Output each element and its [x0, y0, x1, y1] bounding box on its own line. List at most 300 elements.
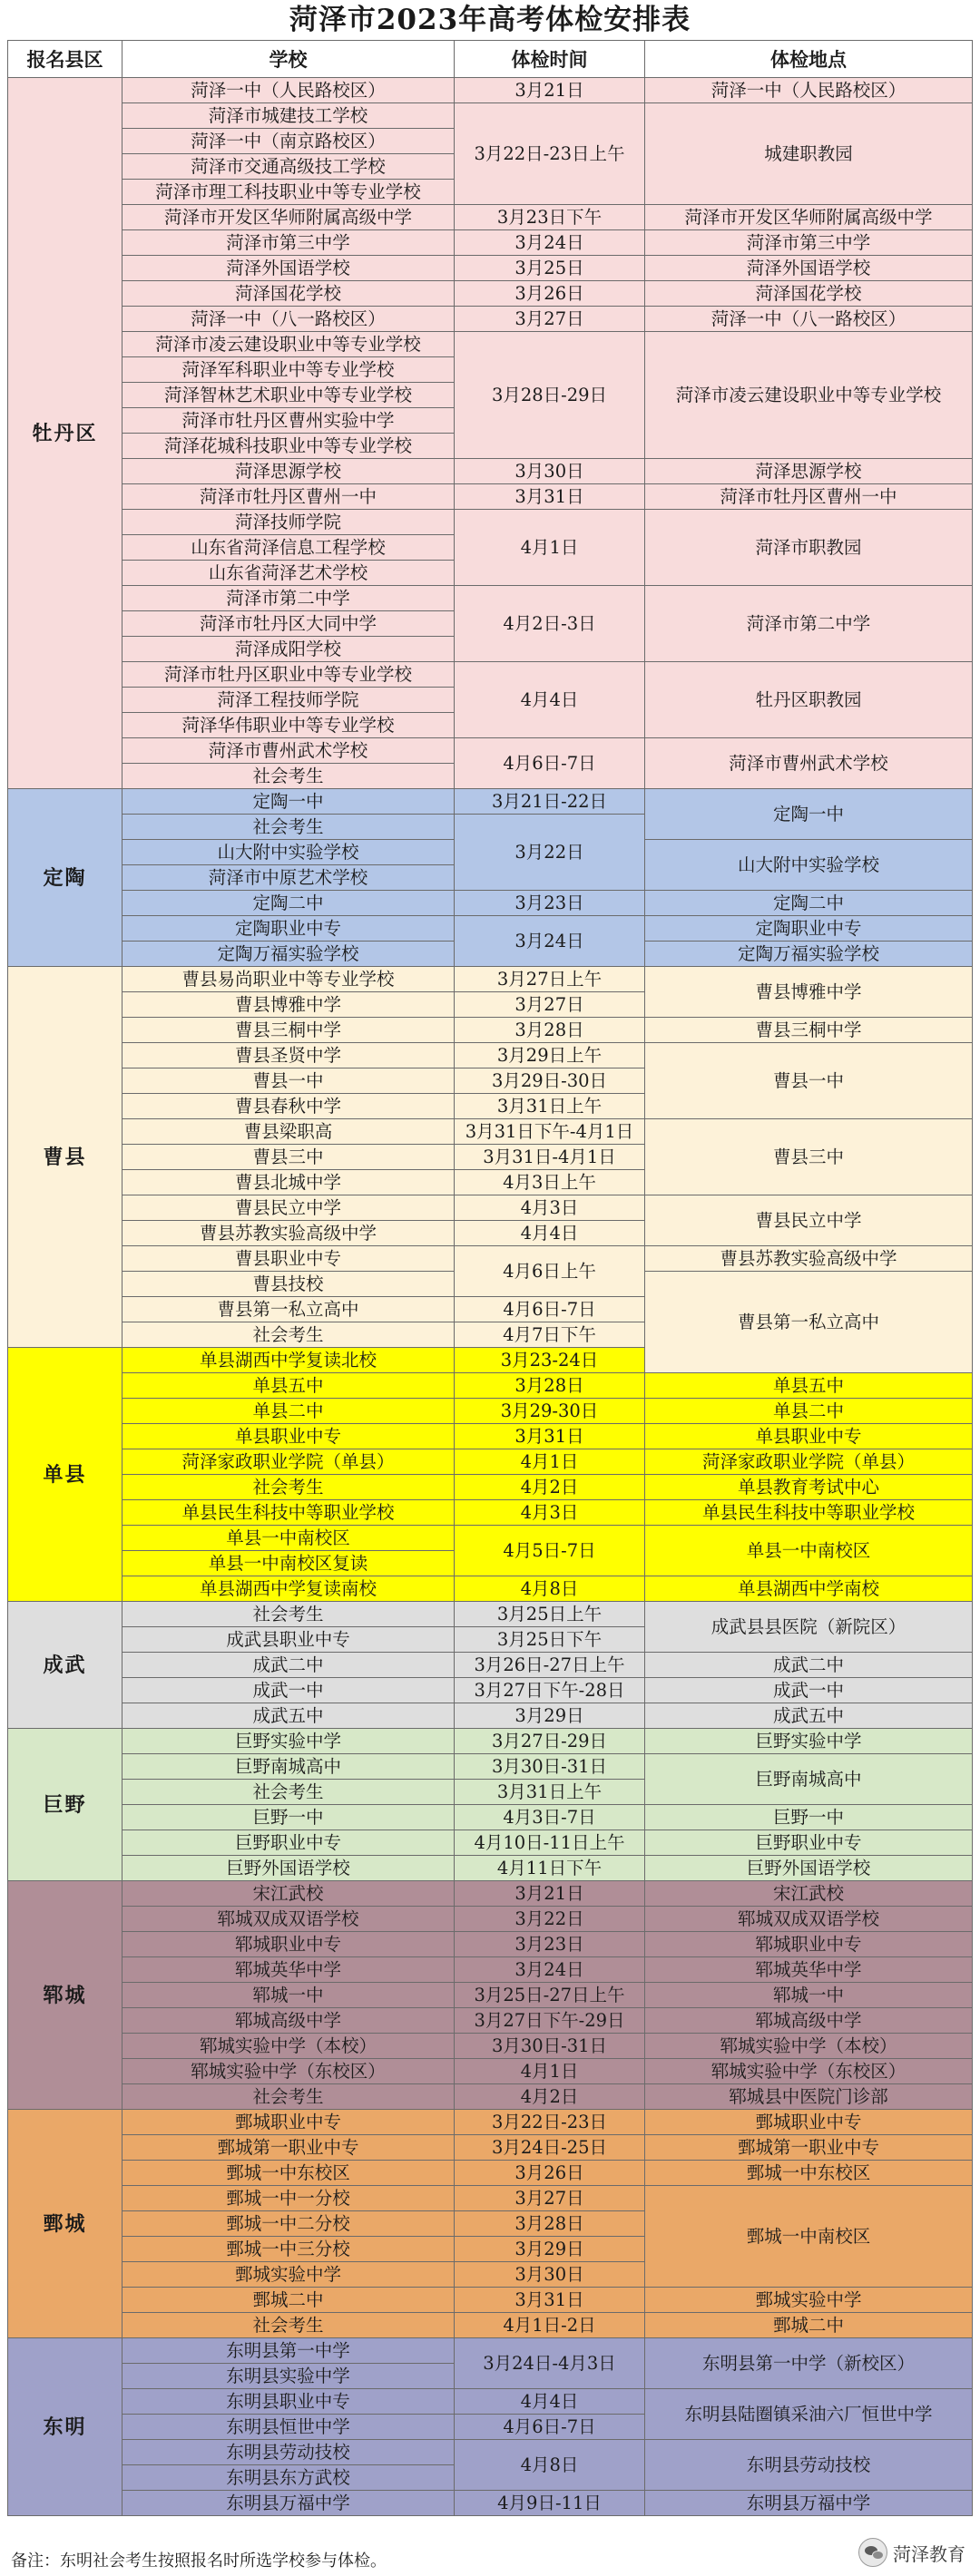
county-cell: 单县 [8, 1348, 122, 1602]
table-row [8, 1881, 973, 1907]
school-cell: 东明县实验中学 [122, 2364, 455, 2389]
school-cell: 郓城双成双语学校 [122, 1907, 455, 1932]
table-row [8, 2491, 973, 2516]
school-cell: 东明县职业中专 [122, 2389, 455, 2415]
location-cell: 东明县万福中学 [645, 2491, 973, 2516]
school-cell: 单县一中南校区 [122, 1526, 455, 1551]
time-cell: 4月6日-7日 [455, 1297, 645, 1322]
table-row [8, 2161, 973, 2186]
school-cell: 山东省菏泽信息工程学校 [122, 535, 455, 561]
school-cell: 鄄城职业中专 [122, 2110, 455, 2135]
school-cell: 山大附中实验学校 [122, 840, 455, 865]
school-cell: 单县二中 [122, 1399, 455, 1424]
header-county: 报名县区 [8, 41, 122, 78]
table-row [8, 789, 973, 815]
table-row [8, 2008, 973, 2034]
time-cell: 3月22日-23日上午 [455, 103, 645, 205]
school-cell: 曹县职业中专 [122, 1246, 455, 1272]
time-cell: 3月29日 [455, 2237, 645, 2262]
time-cell: 4月1日 [455, 2059, 645, 2084]
location-cell: 菏泽市曹州武术学校 [645, 738, 973, 789]
table-row [8, 891, 973, 916]
table-row [8, 230, 973, 256]
school-cell: 定陶万福实验学校 [122, 942, 455, 967]
location-cell: 郓城实验中学（本校） [645, 2034, 973, 2059]
location-cell: 定陶万福实验学校 [645, 942, 973, 967]
school-cell: 郓城英华中学 [122, 1957, 455, 1983]
county-cell: 东明 [8, 2338, 122, 2516]
table-row [8, 1729, 973, 1754]
school-cell: 曹县博雅中学 [122, 992, 455, 1018]
table-row [8, 205, 973, 230]
time-cell: 3月31日下午-4月1日 [455, 1119, 645, 1145]
wechat-icon [858, 2538, 887, 2567]
table-row [8, 2313, 973, 2338]
table-row [8, 1018, 973, 1043]
table-row [8, 2338, 973, 2364]
time-cell: 4月4日 [455, 1221, 645, 1246]
location-cell: 巨野实验中学 [645, 1729, 973, 1754]
time-cell: 4月6日-7日 [455, 738, 645, 789]
location-cell: 鄄城职业中专 [645, 2110, 973, 2135]
time-cell: 4月10日-11日上午 [455, 1830, 645, 1856]
location-cell: 郓城职业中专 [645, 1932, 973, 1957]
table-row [8, 1526, 973, 1551]
table-row [8, 1856, 973, 1881]
time-cell: 3月28日 [455, 1373, 645, 1399]
time-cell: 3月31日上午 [455, 1780, 645, 1805]
location-cell: 曹县博雅中学 [645, 967, 973, 1018]
time-cell: 4月2日 [455, 1475, 645, 1500]
table-row [8, 78, 973, 103]
school-cell: 成武县职业中专 [122, 1627, 455, 1653]
location-cell: 东明县第一中学（新校区） [645, 2338, 973, 2389]
table-row [8, 459, 973, 484]
time-cell: 3月23-24日 [455, 1348, 645, 1373]
header-school: 学校 [122, 41, 455, 78]
county-cell: 定陶 [8, 789, 122, 967]
table-row [8, 103, 973, 129]
time-cell: 3月21日-22日 [455, 789, 645, 815]
location-cell: 巨野职业中专 [645, 1830, 973, 1856]
school-cell: 定陶二中 [122, 891, 455, 916]
location-cell: 定陶二中 [645, 891, 973, 916]
time-cell: 3月26日 [455, 281, 645, 307]
time-cell: 3月21日 [455, 1881, 645, 1907]
school-cell: 菏泽市牡丹区大同中学 [122, 611, 455, 637]
time-cell: 4月1日 [455, 510, 645, 586]
time-cell: 3月23日 [455, 891, 645, 916]
school-cell: 鄄城一中二分校 [122, 2211, 455, 2237]
time-cell: 4月11日下午 [455, 1856, 645, 1881]
table-row [8, 2084, 973, 2110]
table-row [8, 1246, 973, 1272]
location-cell: 菏泽外国语学校 [645, 256, 973, 281]
school-cell: 东明县劳动技校 [122, 2440, 455, 2465]
county-cell: 成武 [8, 1602, 122, 1729]
time-cell: 4月4日 [455, 2389, 645, 2415]
table-row [8, 1983, 973, 2008]
table-row [8, 2186, 973, 2211]
school-cell: 成武五中 [122, 1703, 455, 1729]
table-row [8, 1653, 973, 1678]
school-cell: 社会考生 [122, 2313, 455, 2338]
time-cell: 3月24日-25日 [455, 2135, 645, 2161]
location-cell: 菏泽一中（人民路校区） [645, 78, 973, 103]
time-cell: 3月24日 [455, 230, 645, 256]
time-cell: 4月9日-11日 [455, 2491, 645, 2516]
school-cell: 菏泽一中（人民路校区） [122, 78, 455, 103]
school-cell: 曹县梁职高 [122, 1119, 455, 1145]
location-cell: 东明县陆圈镇采油六厂恒世中学 [645, 2389, 973, 2440]
header-location: 体检地点 [645, 41, 973, 78]
school-cell: 郓城一中 [122, 1983, 455, 2008]
time-cell: 3月21日 [455, 78, 645, 103]
location-cell: 单县一中南校区 [645, 1526, 973, 1576]
time-cell: 3月30日-31日 [455, 2034, 645, 2059]
school-cell: 菏泽智林艺术职业中等专业学校 [122, 383, 455, 408]
time-cell: 3月30日 [455, 459, 645, 484]
table-row [8, 1602, 973, 1627]
school-cell: 菏泽外国语学校 [122, 256, 455, 281]
time-cell: 4月5日-7日 [455, 1526, 645, 1576]
table-row [8, 2034, 973, 2059]
county-cell: 牡丹区 [8, 78, 122, 789]
school-cell: 东明县恒世中学 [122, 2415, 455, 2440]
time-cell: 3月31日-4月1日 [455, 1145, 645, 1170]
location-cell: 菏泽思源学校 [645, 459, 973, 484]
school-cell: 菏泽成阳学校 [122, 637, 455, 662]
time-cell: 3月27日下午-29日 [455, 2008, 645, 2034]
location-cell: 牡丹区职教园 [645, 662, 973, 738]
location-cell: 单县二中 [645, 1399, 973, 1424]
table-row [8, 1754, 973, 1780]
school-cell: 曹县第一私立高中 [122, 1297, 455, 1322]
location-cell: 单县民生科技中等职业学校 [645, 1500, 973, 1526]
table-row [8, 1373, 973, 1399]
time-cell: 3月25日 [455, 256, 645, 281]
time-cell: 3月27日 [455, 2186, 645, 2211]
location-cell: 菏泽一中（八一路校区） [645, 307, 973, 332]
location-cell: 鄄城实验中学 [645, 2288, 973, 2313]
table-row [8, 1907, 973, 1932]
time-cell: 4月8日 [455, 2440, 645, 2491]
school-cell: 鄄城一中东校区 [122, 2161, 455, 2186]
location-cell: 单县湖西中学南校 [645, 1576, 973, 1602]
time-cell: 3月31日 [455, 1424, 645, 1449]
location-cell: 山大附中实验学校 [645, 840, 973, 891]
location-cell: 曹县三中 [645, 1119, 973, 1195]
time-cell: 3月31日上午 [455, 1094, 645, 1119]
county-cell: 曹县 [8, 967, 122, 1348]
school-cell: 菏泽国花学校 [122, 281, 455, 307]
table-row [8, 1932, 973, 1957]
school-cell: 菏泽工程技师学院 [122, 688, 455, 713]
school-cell: 鄄城实验中学 [122, 2262, 455, 2288]
table-row [8, 1805, 973, 1830]
school-cell: 巨野实验中学 [122, 1729, 455, 1754]
school-cell: 曹县三中 [122, 1145, 455, 1170]
table-row [8, 2110, 973, 2135]
table-row [8, 1576, 973, 1602]
school-cell: 菏泽市第二中学 [122, 586, 455, 611]
header-time: 体检时间 [455, 41, 645, 78]
table-row [8, 484, 973, 510]
location-cell: 菏泽市职教园 [645, 510, 973, 586]
time-cell: 3月22日-23日 [455, 2110, 645, 2135]
time-cell: 3月28日 [455, 1018, 645, 1043]
school-cell: 郓城职业中专 [122, 1932, 455, 1957]
time-cell: 3月25日-27日上午 [455, 1983, 645, 2008]
school-cell: 鄄城一中一分校 [122, 2186, 455, 2211]
time-cell: 4月3日 [455, 1500, 645, 1526]
location-cell: 成武一中 [645, 1678, 973, 1703]
location-cell: 菏泽市牡丹区曹州一中 [645, 484, 973, 510]
school-cell: 鄄城第一职业中专 [122, 2135, 455, 2161]
school-cell: 曹县易尚职业中等专业学校 [122, 967, 455, 992]
time-cell: 3月22日 [455, 815, 645, 891]
location-cell: 郓城实验中学（东校区） [645, 2059, 973, 2084]
time-cell: 3月25日上午 [455, 1602, 645, 1627]
time-cell: 4月8日 [455, 1576, 645, 1602]
location-cell: 单县教育考试中心 [645, 1475, 973, 1500]
time-cell: 3月30日 [455, 2262, 645, 2288]
school-cell: 菏泽市交通高级技工学校 [122, 154, 455, 180]
table-row [8, 967, 973, 992]
table-row [8, 1195, 973, 1221]
time-cell: 4月6日上午 [455, 1246, 645, 1297]
table-row [8, 1830, 973, 1856]
school-cell: 巨野职业中专 [122, 1830, 455, 1856]
time-cell: 4月2日 [455, 2084, 645, 2110]
table-row [8, 256, 973, 281]
location-cell: 东明县劳动技校 [645, 2440, 973, 2491]
table-row [8, 2059, 973, 2084]
time-cell: 3月26日 [455, 2161, 645, 2186]
footnote: 备注：东明社会考生按照报名时所选学校参与体检。 [11, 2552, 387, 2571]
time-cell: 3月27日上午 [455, 967, 645, 992]
location-cell: 菏泽市第二中学 [645, 586, 973, 662]
location-cell: 菏泽市第三中学 [645, 230, 973, 256]
school-cell: 菏泽市中原艺术学校 [122, 865, 455, 891]
school-cell: 郓城实验中学（本校） [122, 2034, 455, 2059]
school-cell: 菏泽华伟职业中等专业学校 [122, 713, 455, 738]
school-cell: 巨野一中 [122, 1805, 455, 1830]
school-cell: 菏泽市开发区华师附属高级中学 [122, 205, 455, 230]
school-cell: 成武一中 [122, 1678, 455, 1703]
school-cell: 定陶职业中专 [122, 916, 455, 942]
time-cell: 4月2日-3日 [455, 586, 645, 662]
location-cell: 定陶职业中专 [645, 916, 973, 942]
table-row [8, 662, 973, 688]
school-cell: 鄄城二中 [122, 2288, 455, 2313]
location-cell: 巨野一中 [645, 1805, 973, 1830]
location-cell: 单县五中 [645, 1373, 973, 1399]
time-cell: 4月3日-7日 [455, 1805, 645, 1830]
table-row [8, 1399, 973, 1424]
school-cell: 曹县三桐中学 [122, 1018, 455, 1043]
county-cell: 鄄城 [8, 2110, 122, 2338]
time-cell: 3月24日 [455, 916, 645, 967]
school-cell: 菏泽一中（南京路校区） [122, 129, 455, 154]
school-cell: 社会考生 [122, 1780, 455, 1805]
table-row [8, 332, 973, 357]
table-row [8, 1424, 973, 1449]
location-cell: 鄄城一中东校区 [645, 2161, 973, 2186]
table-row [8, 2440, 973, 2465]
time-cell: 4月4日 [455, 662, 645, 738]
time-cell: 3月27日 [455, 307, 645, 332]
time-cell: 3月31日 [455, 484, 645, 510]
table-row [8, 1119, 973, 1145]
table-row [8, 2135, 973, 2161]
table-row [8, 1500, 973, 1526]
school-cell: 菏泽思源学校 [122, 459, 455, 484]
location-cell: 城建职教园 [645, 103, 973, 205]
school-cell: 菏泽军科职业中等专业学校 [122, 357, 455, 383]
school-cell: 郓城实验中学（东校区） [122, 2059, 455, 2084]
table-row [8, 738, 973, 764]
school-cell: 山东省菏泽艺术学校 [122, 561, 455, 586]
location-cell: 郓城双成双语学校 [645, 1907, 973, 1932]
school-cell: 曹县民立中学 [122, 1195, 455, 1221]
school-cell: 社会考生 [122, 815, 455, 840]
school-cell: 单县民生科技中等职业学校 [122, 1500, 455, 1526]
time-cell: 3月26日-27日上午 [455, 1653, 645, 1678]
school-cell: 曹县北城中学 [122, 1170, 455, 1195]
table-row [8, 586, 973, 611]
location-cell: 巨野南城高中 [645, 1754, 973, 1805]
location-cell: 鄄城一中南校区 [645, 2186, 973, 2288]
school-cell: 菏泽市牡丹区曹州实验中学 [122, 408, 455, 434]
school-cell: 鄄城一中三分校 [122, 2237, 455, 2262]
time-cell: 3月29日上午 [455, 1043, 645, 1068]
location-cell: 郓城县中医院门诊部 [645, 2084, 973, 2110]
location-cell: 鄄城第一职业中专 [645, 2135, 973, 2161]
school-cell: 单县湖西中学复读南校 [122, 1576, 455, 1602]
table-row [8, 1957, 973, 1983]
schedule-body [8, 78, 973, 2516]
school-cell: 巨野外国语学校 [122, 1856, 455, 1881]
school-cell: 社会考生 [122, 1322, 455, 1348]
school-cell: 东明县东方武校 [122, 2465, 455, 2491]
school-cell: 曹县苏教实验高级中学 [122, 1221, 455, 1246]
time-cell: 3月29-30日 [455, 1399, 645, 1424]
page-title: 菏泽市2023年高考体检安排表 [289, 4, 691, 36]
location-cell: 曹县一中 [645, 1043, 973, 1119]
school-cell: 巨野南城高中 [122, 1754, 455, 1780]
location-cell: 成武五中 [645, 1703, 973, 1729]
location-cell: 曹县第一私立高中 [645, 1272, 973, 1373]
location-cell: 曹县苏教实验高级中学 [645, 1246, 973, 1272]
location-cell: 定陶一中 [645, 789, 973, 840]
schedule-table [7, 40, 973, 2516]
time-cell: 3月28日-29日 [455, 332, 645, 459]
time-cell: 3月27日下午-28日 [455, 1678, 645, 1703]
time-cell: 4月3日 [455, 1195, 645, 1221]
school-cell: 社会考生 [122, 764, 455, 789]
location-cell: 曹县民立中学 [645, 1195, 973, 1246]
location-cell: 鄄城二中 [645, 2313, 973, 2338]
school-cell: 菏泽市凌云建设职业中等专业学校 [122, 332, 455, 357]
header-row [8, 41, 973, 78]
location-cell: 单县职业中专 [645, 1424, 973, 1449]
location-cell: 成武二中 [645, 1653, 973, 1678]
school-cell: 菏泽一中（八一路校区） [122, 307, 455, 332]
source-watermark [858, 2536, 965, 2569]
time-cell: 3月27日 [455, 992, 645, 1018]
table-row [8, 510, 973, 535]
table-row [8, 2389, 973, 2415]
table-row [8, 916, 973, 942]
time-cell: 4月6日-7日 [455, 2415, 645, 2440]
school-cell: 曹县一中 [122, 1068, 455, 1094]
location-cell: 曹县三桐中学 [645, 1018, 973, 1043]
school-cell: 菏泽市城建技工学校 [122, 103, 455, 129]
school-cell: 东明县第一中学 [122, 2338, 455, 2364]
table-row [8, 281, 973, 307]
school-cell: 单县湖西中学复读北校 [122, 1348, 455, 1373]
location-cell: 菏泽家政职业学院（单县） [645, 1449, 973, 1475]
school-cell: 曹县圣贤中学 [122, 1043, 455, 1068]
time-cell: 3月29日-30日 [455, 1068, 645, 1094]
table-row [8, 1475, 973, 1500]
location-cell: 宋江武校 [645, 1881, 973, 1907]
school-cell: 曹县技校 [122, 1272, 455, 1297]
time-cell: 3月31日 [455, 2288, 645, 2313]
time-cell: 3月28日 [455, 2211, 645, 2237]
table-row [8, 1678, 973, 1703]
time-cell: 4月1日 [455, 1449, 645, 1475]
time-cell: 3月24日-4月3日 [455, 2338, 645, 2389]
time-cell: 3月23日下午 [455, 205, 645, 230]
location-cell: 成武县县医院（新院区） [645, 1602, 973, 1653]
school-cell: 东明县万福中学 [122, 2491, 455, 2516]
school-cell: 宋江武校 [122, 1881, 455, 1907]
location-cell: 巨野外国语学校 [645, 1856, 973, 1881]
time-cell: 4月7日下午 [455, 1322, 645, 1348]
time-cell: 3月27日-29日 [455, 1729, 645, 1754]
school-cell: 社会考生 [122, 2084, 455, 2110]
school-cell: 菏泽市第三中学 [122, 230, 455, 256]
school-cell: 单县职业中专 [122, 1424, 455, 1449]
location-cell: 菏泽市开发区华师附属高级中学 [645, 205, 973, 230]
school-cell: 曹县春秋中学 [122, 1094, 455, 1119]
time-cell: 4月1日-2日 [455, 2313, 645, 2338]
time-cell: 4月3日上午 [455, 1170, 645, 1195]
time-cell: 3月30日-31日 [455, 1754, 645, 1780]
location-cell: 郓城高级中学 [645, 2008, 973, 2034]
school-cell: 菏泽市牡丹区曹州一中 [122, 484, 455, 510]
table-row [8, 2288, 973, 2313]
location-cell: 郓城一中 [645, 1983, 973, 2008]
time-cell: 3月24日 [455, 1957, 645, 1983]
watermark-label: 菏泽教育 [893, 2542, 965, 2565]
location-cell: 菏泽国花学校 [645, 281, 973, 307]
county-cell: 郓城 [8, 1881, 122, 2110]
county-cell: 巨野 [8, 1729, 122, 1881]
table-row [8, 307, 973, 332]
table-row [8, 1449, 973, 1475]
time-cell: 3月29日 [455, 1703, 645, 1729]
school-cell: 定陶一中 [122, 789, 455, 815]
location-cell: 菏泽市凌云建设职业中等专业学校 [645, 332, 973, 459]
time-cell: 3月23日 [455, 1932, 645, 1957]
school-cell: 菏泽市理工科技职业中等专业学校 [122, 180, 455, 205]
school-cell: 菏泽花城科技职业中等专业学校 [122, 434, 455, 459]
school-cell: 菏泽技师学院 [122, 510, 455, 535]
table-row [8, 1703, 973, 1729]
